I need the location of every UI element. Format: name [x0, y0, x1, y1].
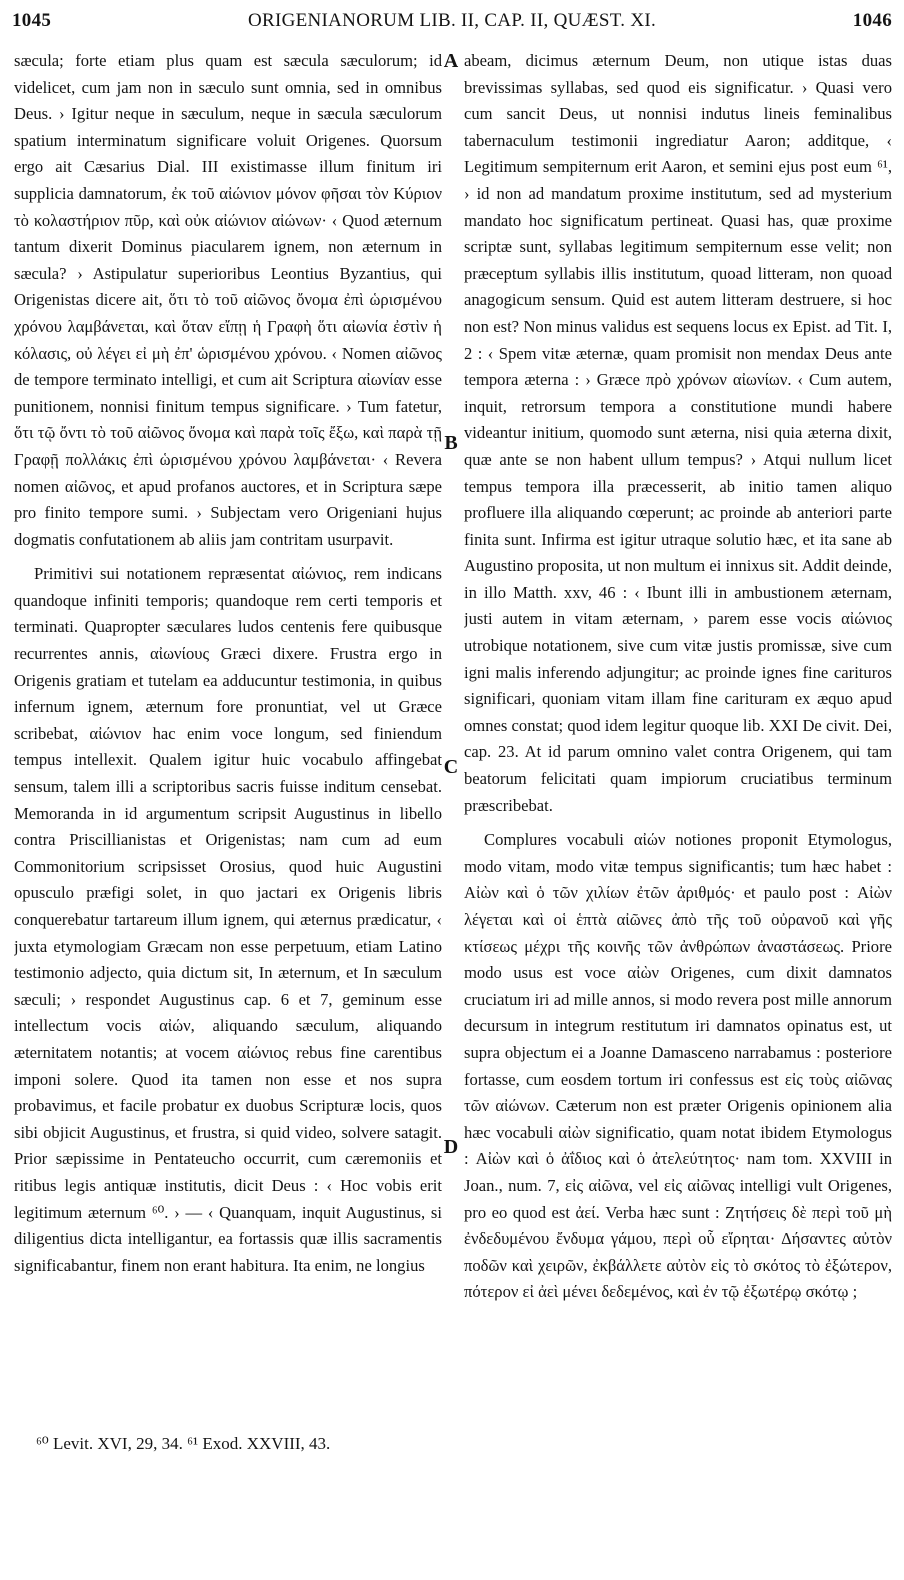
margin-mark-d: D	[443, 1136, 459, 1158]
running-title: ORIGENIANORUM LIB. II, CAP. II, QUÆST. XI.	[247, 10, 657, 31]
running-header	[12, 10, 892, 44]
footnotes: ⁶⁰ Levit. XVI, 29, 34. ⁶¹ Exod. XXVIII, 43.	[36, 1434, 331, 1453]
paragraph-gap	[464, 819, 892, 827]
page-number-left: 1045	[12, 10, 52, 31]
left-paragraph-1: sæcula; forte etiam plus quam est sæcula sæculorum; id videlicet, cum jam non in sæculo sunt omnia, sed in omnibus Deus. › Igitur neque in sæculum, neque in sæcula sæculorum spatium interminatum significare voluit Origenes. Quorsum ergo ait Cæsarius Dial. III existimasse illum finitum iri supplicia damnatorum, ἐκ τοῦ αἰώνιον μόνον φῆσαι τὸν Κύριον τὸ κολαστήριον πῦρ, καὶ οὐκ αἰώνιον αἰώνων· ‹ Quod æternum tantum dixerit Dominus piacularem ignem, non æternum in sæcula? › Astipulatur superioribus Leontius Byzantius, qui Origenistas dicere ait, ὅτι τὸ τοῦ αἰῶνος ὄνομα ἐπὶ ὡρισμένου χρόνου λαμβάνεται, καὶ ὅταν εἴπῃ ἡ Γραφὴ ὅτι αἰωνία ἐστὶν ἡ κόλασις, οὐ λέγει εἰ μὴ ἐπ' ὡρισμένου χρόνου. ‹ Nomen αἰῶνος de tempore terminato intelligi, et cum ait Scriptura αἰωνίαν esse punitionem, nonnisi finitum tempus significare. › Tum fatetur, ὅτι τῷ ὄντι τὸ τοῦ αἰῶνος ὄνομα καὶ παρὰ τοῖς ἔξω, καὶ παρὰ τῇ Γραφῇ πολλάκις ἐπὶ ὡρισμένου χρόνου λαμβάνεται· ‹ Revera nomen αἰῶνος, et apud profanos auctores, et in Scriptura sæpe pro finito tempore sumi. › Subjectam vero Origeniani hujus dogmatis confutationem ab aliis jam contritam usurpavit.	[14, 51, 442, 549]
margin-mark-c: C	[443, 756, 459, 778]
left-column	[14, 48, 442, 1408]
margin-mark-a: A	[443, 50, 459, 72]
page-number-right: 1046	[852, 10, 892, 31]
paragraph-gap	[14, 553, 442, 561]
right-paragraph-2: Complures vocabuli αἰών notiones proponit Etymologus, modo vitam, modo vitæ tempus significantis; tum hæc habet : Αἰὼν καὶ ὁ τῶν χιλίων ἐτῶν ἀριθμός· et paulo post : Αἰὼν λέγεται καὶ οἱ ἑπτὰ αἰῶνες ἀπὸ τῆς τοῦ οὐρανοῦ καὶ γῆς κτίσεως μέχρι τῆς κοινῆς τῶν ἀνθρώπων ἀναστάσεως. Priore modo usus est voce αἰὼν Origenes, cum dixit damnatos cruciatum iri ad mille annos, si modo revera post mille annorum decursum in integrum restitutum iri damnatos opinatus est, ut supra objectum ei a Joanne Damasceno narrabamus : posteriore fortasse, cum eosdem tortum iri confessus est εἰς τοὺς αἰῶνας τῶν αἰώνων. Cæterum non est præter Origenis opinionem alia hæc vocabuli αἰὼν significatio, quam notat ibidem Etymologus : Αἰὼν καὶ ὁ ἀΐδιος καὶ ὁ ἀτελεύτητος· nam tom. XXVIII in Joan., num. 7, εἰς αἰῶνα, vel εἰς αἰῶνας intelligi vult Origenes, pro eo quod est ἀεί. Verba hæc sunt : Ζητήσεις δὲ περὶ τοῦ μὴ ἐνδεδυμένου ἔνδυμα γάμου, περὶ οὗ εἴρηται· Δήσαντες αὐτὸν ποδῶν καὶ χειρῶν, ἐκβάλλετε αὐτὸν εἰς τὸ σκότος τὸ ἐξώτερον, πότερον εἰ ἀεὶ μένει δεδεμένος, καὶ ἐν τῷ ἐξωτέρῳ σκότῳ ;	[464, 830, 892, 1302]
right-column	[464, 48, 892, 1408]
right-paragraph-1: abeam, dicimus æternum Deum, non utique istas duas brevissimas syllabas, sed quod eis significatur. › Quasi vero cum sancit Deus, ut nonnisi indutus lineis feminalibus tabernaculum testimonii ingrediatur Aaron; additque, ‹ Legitimum sempiternum erit Aaron, et semini ejus post eum ⁶¹, › id non ad mandatum proxime institutum, sed ad mysterium mandato hoc significatum pertineat. Quasi has, quæ proxime scriptæ sunt, syllabas legitimum sempiternum esse velit; non præceptum syllabis illis institutum, quoad litteram, non quoad anagogicum sensum. Quid est autem litteram destruere, si hoc non est? Non minus validus est sequens locus ex Epist. ad Tit. I, 2 : ‹ Spem vitæ æternæ, quam promisit non mendax Deus ante tempora æterna : › Græce πρὸ χρόνων αἰωνίων. ‹ Cum autem, inquit, retrorsum tempora a constitutione mundi habere videantur initium, quomodo sunt æterna, nisi quia æterna dixit, quæ ante se non habent ullum tempus? › Atqui nullum licet tempus tempora illa præcesserit, ab initio tamen aliquo profluere illa aliquando cœperunt; ac proinde ab anteriori parte finita sunt. Infirma est igitur utraque solutio hæc, et ita sane ab Augustino proposita, ut non multum ei innixus sit. Addit deinde, in illo Matth. xxv, 46 : ‹ Ibunt illi in ambustionem æternam, justi autem in vitam æternam, › parem esse vocis αἰώνιος utrobique notationem, sive cum vitæ justis promissæ, sive cum igni malis inferendo adjungitur; ac proinde ignes fine carituros significari, quoniam vitam illam fine carituram ex æquo apud omnes constat; quod idem legitur quoque lib. XXI De civit. Dei, cap. 23. At id parum omnino valet contra Origenem, qui tam beatorum felicitati quam impiorum cruciatibus terminum præscribebat.	[464, 51, 892, 815]
margin-mark-b: B	[444, 432, 458, 454]
left-paragraph-2: Primitivi sui notationem repræsentat αἰώνιος, rem indicans quandoque infiniti temporis; quandoque rem certi temporis et terminati. Quapropter sæculares ludos centenis fere quibusque recurrentes annis, αἰωνίους Græci dixere. Frustra ergo in Origenis gratiam et tutelam ea adducuntur testimonia, in quibus infernum ignem, æternum fore pronuntiat, vel ut Græce scribebat, αἰώνιον hac enim voce longum, sed finiendum tempus intellexit. Qualem igitur huic vocabulo affingebat sensum, talem illi a scriptoribus sacris fuisse inditum censebat. Memoranda in id argumentum scripsit Augustinus in libello contra Priscillianistas et Origenistas; nam cum ad eum Commonitorium scripsisset Orosius, quod huic Augustini opusculo præfigi solet, in quo jactari ex Origenis libris conquerebatur tartareum illum ignem, qui æternus prædicatur, ‹ juxta etymologiam Græcam non esse perpetuum, etiam Latino testimonio adjecto, quia dictum sit, In æternum, et In sæculum sæculi; › respondet Augustinus cap. 6 et 7, geminum esse intellectum vocis αἰών, aliquando sæculum, aliquando æternitatem notantis; at vocem αἰώνιος rebus fine carentibus imponi solere. Quod ita tamen non esse et nos supra probavimus, et facile probatur ex duobus Scripturæ locis, quos sibi objicit Augustinus, et frustra, si quid video, solvere satagit. Prior sæpissime in Pentateucho occurrit, cum cæremoniis et ritibus legis antiquæ institutis, dicit Deus : ‹ Hoc vobis erit legitimum æternum ⁶⁰. › — ‹ Quanquam, inquit Augustinus, si diligentius dicta intelligantur, ea fortassis quæ illis sacramentis significabantur, finem non erant habitura. Ita enim, ne longius	[14, 564, 442, 1275]
